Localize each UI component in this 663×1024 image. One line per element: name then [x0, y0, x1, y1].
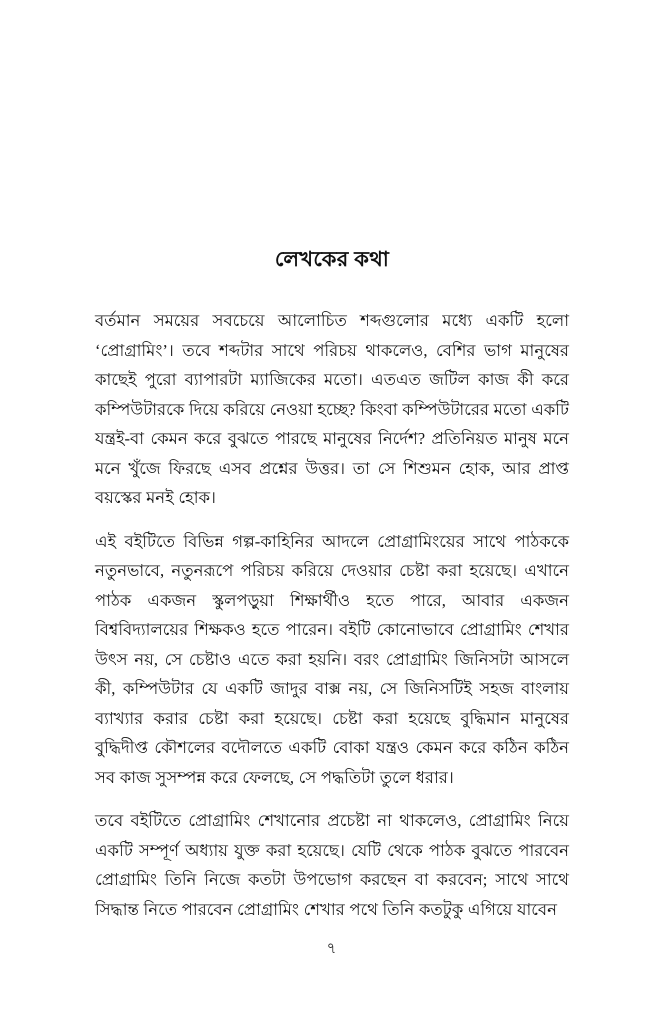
page-number: ৭ [326, 941, 337, 957]
paragraph-3: তবে বইটিতে প্রোগ্রামিং শেখানোর প্রচেষ্টা না থাকলেও, প্রোগ্রামিং নিয়ে একটি সম্পূর্ণ অধ্যায় যুক্ত করা হয়েছে। যেটি থেকে পাঠক বুঝতে পারবেন প্রোগ্রামিং তিনি নিজে কতটা উপভোগ করছেন বা করবেন; সাথে সাথে সিদ্ধান্ত নিতে পারবেন প্রোগ্রামিং শেখার পথে তিনি কতটুকু এগিয়ে যাবেন [95, 811, 569, 919]
paragraph-1: বর্তমান সময়ের সবচেয়ে আলোচিত শব্দগুলোর মধ্যে একটি হলো ‘প্রোগ্রামিং’। তবে শব্দটার সাথে পরিচয় থাকলেও, বেশির ভাগ মানুষের কাছেই পুরো ব্যাপারটা ম্যাজিকের মতো। এতএত জটিল কাজ কী করে কম্পিউটারকে দিয়ে করিয়ে নেওয়া হচ্ছে? কিংবা কম্পিউটারের মতো একটি যন্ত্রই-বা কেমন করে বুঝতে পারছে মানুষের নির্দেশ? প্রতিনিয়ত মানুষ মনে মনে খুঁজে ফিরছে এসব প্রশ্নের উত্তর। তা সে শিশুমন হোক, আর প্রাপ্ত বয়স্কের মনই হোক। [95, 311, 570, 507]
paragraph-2: এই বইটিতে বিভিন্ন গল্প-কাহিনির আদলে প্রোগ্রামিংয়ের সাথে পাঠককে নতুনভাবে, নতুনরূপে পরিচয় করিয়ে দেওয়ার চেষ্টা করা হয়েছে। এখানে পাঠক একজন স্কুলপড়ুয়া শিক্ষার্থীও হতে পারে, আবার একজন বিশ্ববিদ্যালয়ের শিক্ষকও হতে পারেন। বইটি কোনোভাবে প্রোগ্রামিং শেখার উৎস নয়, সে চেষ্টাও এতে করা হয়নি। বরং প্রোগ্রামিং জিনিসটা আসলে কী, কম্পিউটার যে একটি জাদুর বাক্স নয়, সে জিনিসটিই সহজ বাংলায় ব্যাখ্যার করার চেষ্টা করা হয়েছে। চেষ্টা করা হয়েছে বুদ্ধিমান মানুষের বুদ্ধিদীপ্ত কৌশলের বদৌলতে একটি বোকা যন্ত্রও কেমন করে কঠিন কঠিন সব কাজ সুসম্পন্ন করে ফেলছে, সে পদ্ধতিটা তুলে ধরার। [95, 531, 569, 787]
page-title: লেখকের কথা [274, 247, 390, 271]
page-content [95, 244, 569, 924]
body-text [95, 306, 569, 924]
